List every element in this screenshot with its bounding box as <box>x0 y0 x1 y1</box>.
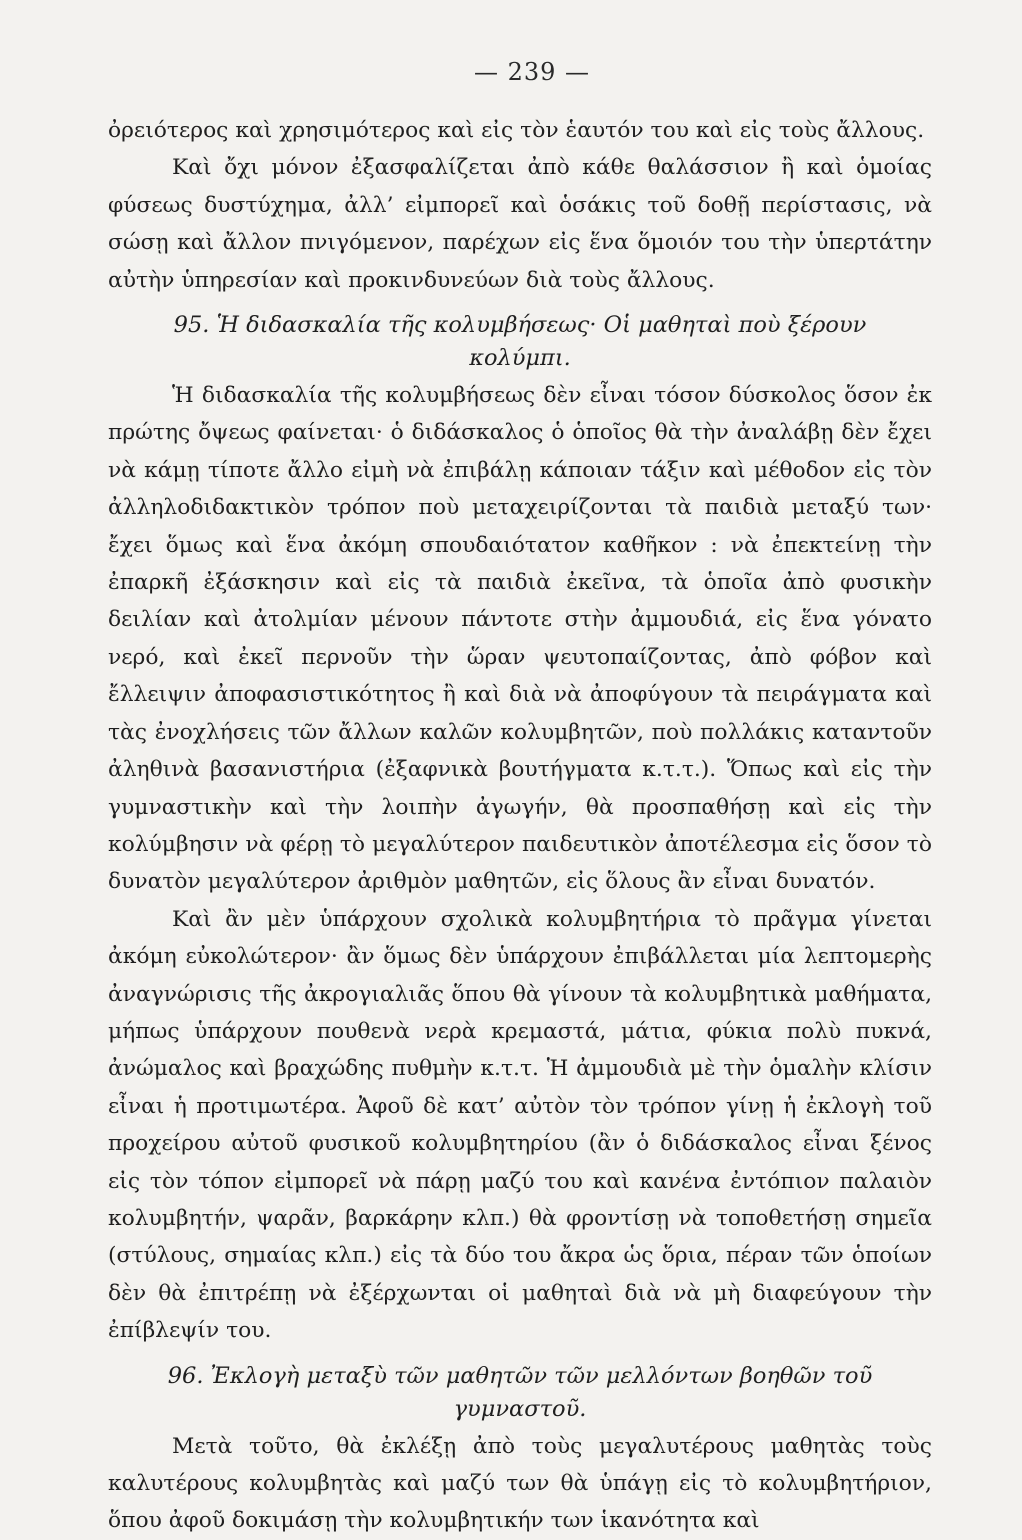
paragraph-1: Καὶ ὄχι μόνον ἐξασφαλίζεται ἀπὸ κάθε θαλάσσιον ἢ καὶ ὁμοίας φύσεως δυστύχημα, ἀλλ’ εἰμπορεῖ καὶ ὁσάκις τοῦ δοθῇ περίστασις, νὰ σώσῃ καὶ ἄλλον πνιγόμενον, παρέχων εἰς ἕνα ὅμοιόν του τὴν ὑπερτάτην αὐτὴν ὑπηρεσίαν καὶ προκινδυνεύων διὰ τοὺς ἄλλους. <box>108 155 932 293</box>
paragraph-4: Μετὰ τοῦτο, θὰ ἐκλέξῃ ἀπὸ τοὺς μεγαλυτέρους μαθητὰς τοὺς καλυτέρους κολυμβητὰς καὶ μαζύ των θὰ ὑπάγῃ εἰς τὸ κολυμβητήριον, ὅπου ἀφοῦ δοκιμάσῃ τὴν κολυμβητικήν των ἱκανότητα καὶ <box>108 1433 932 1534</box>
section-title-96: Ἐκλογὴ μεταξὺ τῶν μαθητῶν τῶν μελλόντων βοηθῶν τοῦ γυμναστοῦ. <box>210 1362 873 1422</box>
section-heading-95 <box>118 309 922 375</box>
section-heading-96 <box>118 1360 922 1426</box>
section-number-96: 96. <box>167 1362 204 1389</box>
paragraph-continuation: ὀρειότερος καὶ χρησιμότερος καὶ εἰς τὸν ἑαυτόν του καὶ εἰς τοὺς ἄλλους. <box>108 118 925 143</box>
paragraph-3: Καὶ ἂν μὲν ὑπάρχουν σχολικὰ κολυμβητήρια τὸ πρᾶγμα γίνεται ἀκόμη εὐκολώτερον· ἂν ὅμως δὲν ὑπάρχουν ἐπιβάλλεται μία λεπτομερὴς ἀναγνώρισις τῆς ἀκρογιαλιᾶς ὅπου θὰ γίνουν τὰ κολυμβητικὰ μαθήματα, μήπως ὑπάρχουν πουθενὰ νερὰ κρεμαστά, μάτια, φύκια πολὺ πυκνά, ἀνώμαλος καὶ βραχώδης πυθμὴν κ.τ.τ. Ἡ ἀμμουδιὰ μὲ τὴν ὁμαλὴν κλίσιν εἶναι ἡ προτιμωτέρα. Ἀφοῦ δὲ κατ’ αὐτὸν τὸν τρόπον γίνῃ ἡ ἐκλογὴ τοῦ προχείρου αὐτοῦ φυσικοῦ κολυμβητηρίου (ἂν ὁ διδάσκαλος εἶναι ξένος εἰς τὸν τόπον εἰμπορεῖ νὰ πάρῃ μαζύ του καὶ κανένα ἐντόπιον παλαιὸν κολυμβητήν, ψαρᾶν, βαρκάρην κλπ.) θὰ φροντίσῃ νὰ τοποθετήσῃ σημεῖα (στύλους, σημαίας κλπ.) εἰς τὰ δύο του ἄκρα ὡς ὅρια, πέραν τῶν ὁποίων δὲν θὰ ἐπιτρέπῃ νὰ ἐξέρχωνται οἱ μαθηταὶ διὰ νὰ μὴ διαφεύγουν τὴν ἐπίβλεψίν του. <box>108 906 932 1344</box>
section-title-95: Ἡ διδασκαλία τῆς κολυμβήσεως· Οἱ μαθηταὶ ποὺ ξέρουν κολύμπι. <box>216 312 867 372</box>
paragraph-2: Ἡ διδασκαλία τῆς κολυμβήσεως δὲν εἶναι τόσον δύσκολος ὅσον ἐκ πρώτης ὄψεως φαίνεται· ὁ διδάσκαλος ὁ ὁποῖος θὰ τὴν ἀναλάβῃ δὲν ἔχει νὰ κάμῃ τίποτε ἄλλο εἰμὴ νὰ ἐπιβάλῃ κάποιαν τάξιν καὶ μέθοδον εἰς τὸν ἀλληλοδιδακτικὸν τρόπον ποὺ μεταχειρίζονται τὰ παιδιὰ μεταξύ των· ἔχει ὅμως καὶ ἕνα ἀκόμη σπουδαιότατον καθῆκον : νὰ ἐπεκτείνῃ τὴν ἐπαρκῆ ἐξάσκησιν καὶ εἰς τὰ παιδιὰ ἐκεῖνα, τὰ ὁποῖα ἀπὸ φυσικὴν δειλίαν καὶ ἀτολμίαν μένουν πάντοτε στὴν ἀμμουδιά, εἰς ἕνα γόνατο νερό, καὶ ἐκεῖ περνοῦν τὴν ὥραν ψευτοπαίζοντας, ἀπὸ φόβον καὶ ἔλλειψιν ἀποφασιστικότητος ἢ καὶ διὰ νὰ ἀποφύγουν τὰ πειράγματα καὶ τὰς ἐνοχλήσεις τῶν ἄλλων καλῶν κολυμβητῶν, ποὺ πολλάκις καταντοῦν ἀληθινὰ βασανιστήρια (ἐξαφνικὰ βουτήγματα κ.τ.τ.). Ὅπως καὶ εἰς τὴν γυμναστικὴν καὶ τὴν λοιπὴν ἀγωγήν, θὰ προσπαθήσῃ καὶ εἰς τὴν κολύμβησιν νὰ φέρῃ τὸ μεγαλύτερον παιδευτικὸν ἀποτέλεσμα εἰς ὅσον τὸ δυνατὸν μεγαλύτερον ἀριθμὸν μαθητῶν, εἰς ὅλους ἂν εἶναι δυνατόν. <box>108 383 932 895</box>
section-number-95: 95. <box>173 312 210 339</box>
page-number: — 239 — <box>473 58 591 86</box>
